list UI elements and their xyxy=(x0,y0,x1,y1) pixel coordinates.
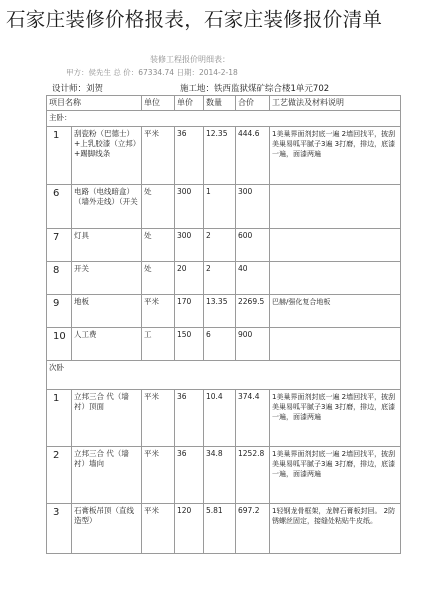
row-number: 6 xyxy=(47,185,72,229)
row-number: 2 xyxy=(47,447,72,504)
section-row xyxy=(47,361,401,390)
row-number: 7 xyxy=(47,229,72,262)
item-price: 150 xyxy=(175,328,204,361)
item-price: 300 xyxy=(175,229,204,262)
row-number: 1 xyxy=(47,127,72,185)
table-row xyxy=(47,390,401,447)
section-label: 主卧： xyxy=(47,111,401,127)
item-qty: 6 xyxy=(204,328,236,361)
item-price: 120 xyxy=(175,504,204,554)
item-name: 电路（电线暗盒）（墙外走线）（开关 xyxy=(72,185,142,229)
table-row xyxy=(47,127,401,185)
quote-table xyxy=(46,95,401,554)
item-qty: 13.35 xyxy=(204,295,236,328)
item-unit: 平米 xyxy=(142,127,175,185)
item-name: 地板 xyxy=(72,295,142,328)
item-desc: 1美巢界面剂封底一遍 2墙回找平，披刮美巢易呱平腻子3遍 3打磨，排边，底漆一遍，面漆两遍 xyxy=(270,390,401,447)
item-desc: 1美巢界面剂封底一遍 2墙回找平，披刮美巢易呱平腻子3遍 3打磨，排边，底漆一遍，面漆两遍 xyxy=(270,127,401,185)
col-header-name: 项目名称 xyxy=(47,96,142,111)
table-header-row xyxy=(47,96,401,111)
item-price: 20 xyxy=(175,262,204,295)
item-unit: 平米 xyxy=(142,390,175,447)
col-header-qty: 数量 xyxy=(204,96,236,111)
item-total: 40 xyxy=(236,262,270,295)
sheet-header: 装修工程报价明细表： xyxy=(150,55,230,64)
item-qty: 5.81 xyxy=(204,504,236,554)
site-label: 施工地：铁西监狱煤矿综合楼1单元702 xyxy=(180,84,330,94)
table-row xyxy=(47,185,401,229)
row-number: 1 xyxy=(47,390,72,447)
item-unit: 处 xyxy=(142,262,175,295)
item-desc: 巴赫/强化复合地板 xyxy=(270,295,401,328)
item-total: 600 xyxy=(236,229,270,262)
item-total: 2269.5 xyxy=(236,295,270,328)
section-row xyxy=(47,111,401,127)
item-desc: 1美巢界面剂封底一遍 2墙回找平，披刮美巢易呱平腻子3遍 3打磨，排边，底漆一遍，面漆两遍 xyxy=(270,447,401,504)
item-desc xyxy=(270,328,401,361)
item-unit: 平米 xyxy=(142,504,175,554)
item-name: 刮瓷粉（巴德士）+上乳胶漆（立邦）+踢脚线条 xyxy=(72,127,142,185)
item-unit: 处 xyxy=(142,185,175,229)
table-row xyxy=(47,328,401,361)
item-total: 300 xyxy=(236,185,270,229)
page-title: 石家庄装修价格报表，石家庄装修报价清单 xyxy=(6,8,383,31)
item-unit: 处 xyxy=(142,229,175,262)
table-row xyxy=(47,295,401,328)
section-label: 次卧 xyxy=(47,361,401,390)
row-number: 9 xyxy=(47,295,72,328)
item-price: 170 xyxy=(175,295,204,328)
item-total: 374.4 xyxy=(236,390,270,447)
item-price: 36 xyxy=(175,127,204,185)
item-name: 立邦三合 代（墙衬）墙向 xyxy=(72,447,142,504)
item-unit: 工 xyxy=(142,328,175,361)
item-name: 人工费 xyxy=(72,328,142,361)
item-unit: 平米 xyxy=(142,295,175,328)
col-header-total: 合价 xyxy=(236,96,270,111)
item-name: 立邦三合 代（墙衬）顶面 xyxy=(72,390,142,447)
table-row xyxy=(47,447,401,504)
item-desc xyxy=(270,262,401,295)
item-qty: 2 xyxy=(204,262,236,295)
item-desc xyxy=(270,229,401,262)
item-total: 1252.8 xyxy=(236,447,270,504)
item-price: 36 xyxy=(175,447,204,504)
item-total: 900 xyxy=(236,328,270,361)
item-total: 697.2 xyxy=(236,504,270,554)
item-name: 石膏板吊顶（直线造型） xyxy=(72,504,142,554)
col-header-price: 单价 xyxy=(175,96,204,111)
item-price: 36 xyxy=(175,390,204,447)
item-name: 开关 xyxy=(72,262,142,295)
designer-label: 设计师：刘贺 xyxy=(52,84,104,94)
table-row xyxy=(47,229,401,262)
item-price: 300 xyxy=(175,185,204,229)
row-number: 10 xyxy=(47,328,72,361)
item-qty: 2 xyxy=(204,229,236,262)
col-header-desc: 工艺做法及材料说明 xyxy=(270,96,401,111)
row-number: 3 xyxy=(47,504,72,554)
item-name: 灯具 xyxy=(72,229,142,262)
item-desc: 1轻钢龙骨框架，龙牌石膏板封回。 2防锈螺丝固定，接缝处粘贴牛皮纸。 xyxy=(270,504,401,554)
item-total: 444.6 xyxy=(236,127,270,185)
table-row xyxy=(47,262,401,295)
row-number: 8 xyxy=(47,262,72,295)
item-qty: 10.4 xyxy=(204,390,236,447)
item-desc xyxy=(270,185,401,229)
item-qty: 12.35 xyxy=(204,127,236,185)
item-qty: 34.8 xyxy=(204,447,236,504)
client-summary: 甲方：侯先生 总 价：67334.74 日期：2014-2-18 xyxy=(66,68,238,77)
table-row xyxy=(47,504,401,554)
item-qty: 1 xyxy=(204,185,236,229)
col-header-unit: 单位 xyxy=(142,96,175,111)
item-unit: 平米 xyxy=(142,447,175,504)
